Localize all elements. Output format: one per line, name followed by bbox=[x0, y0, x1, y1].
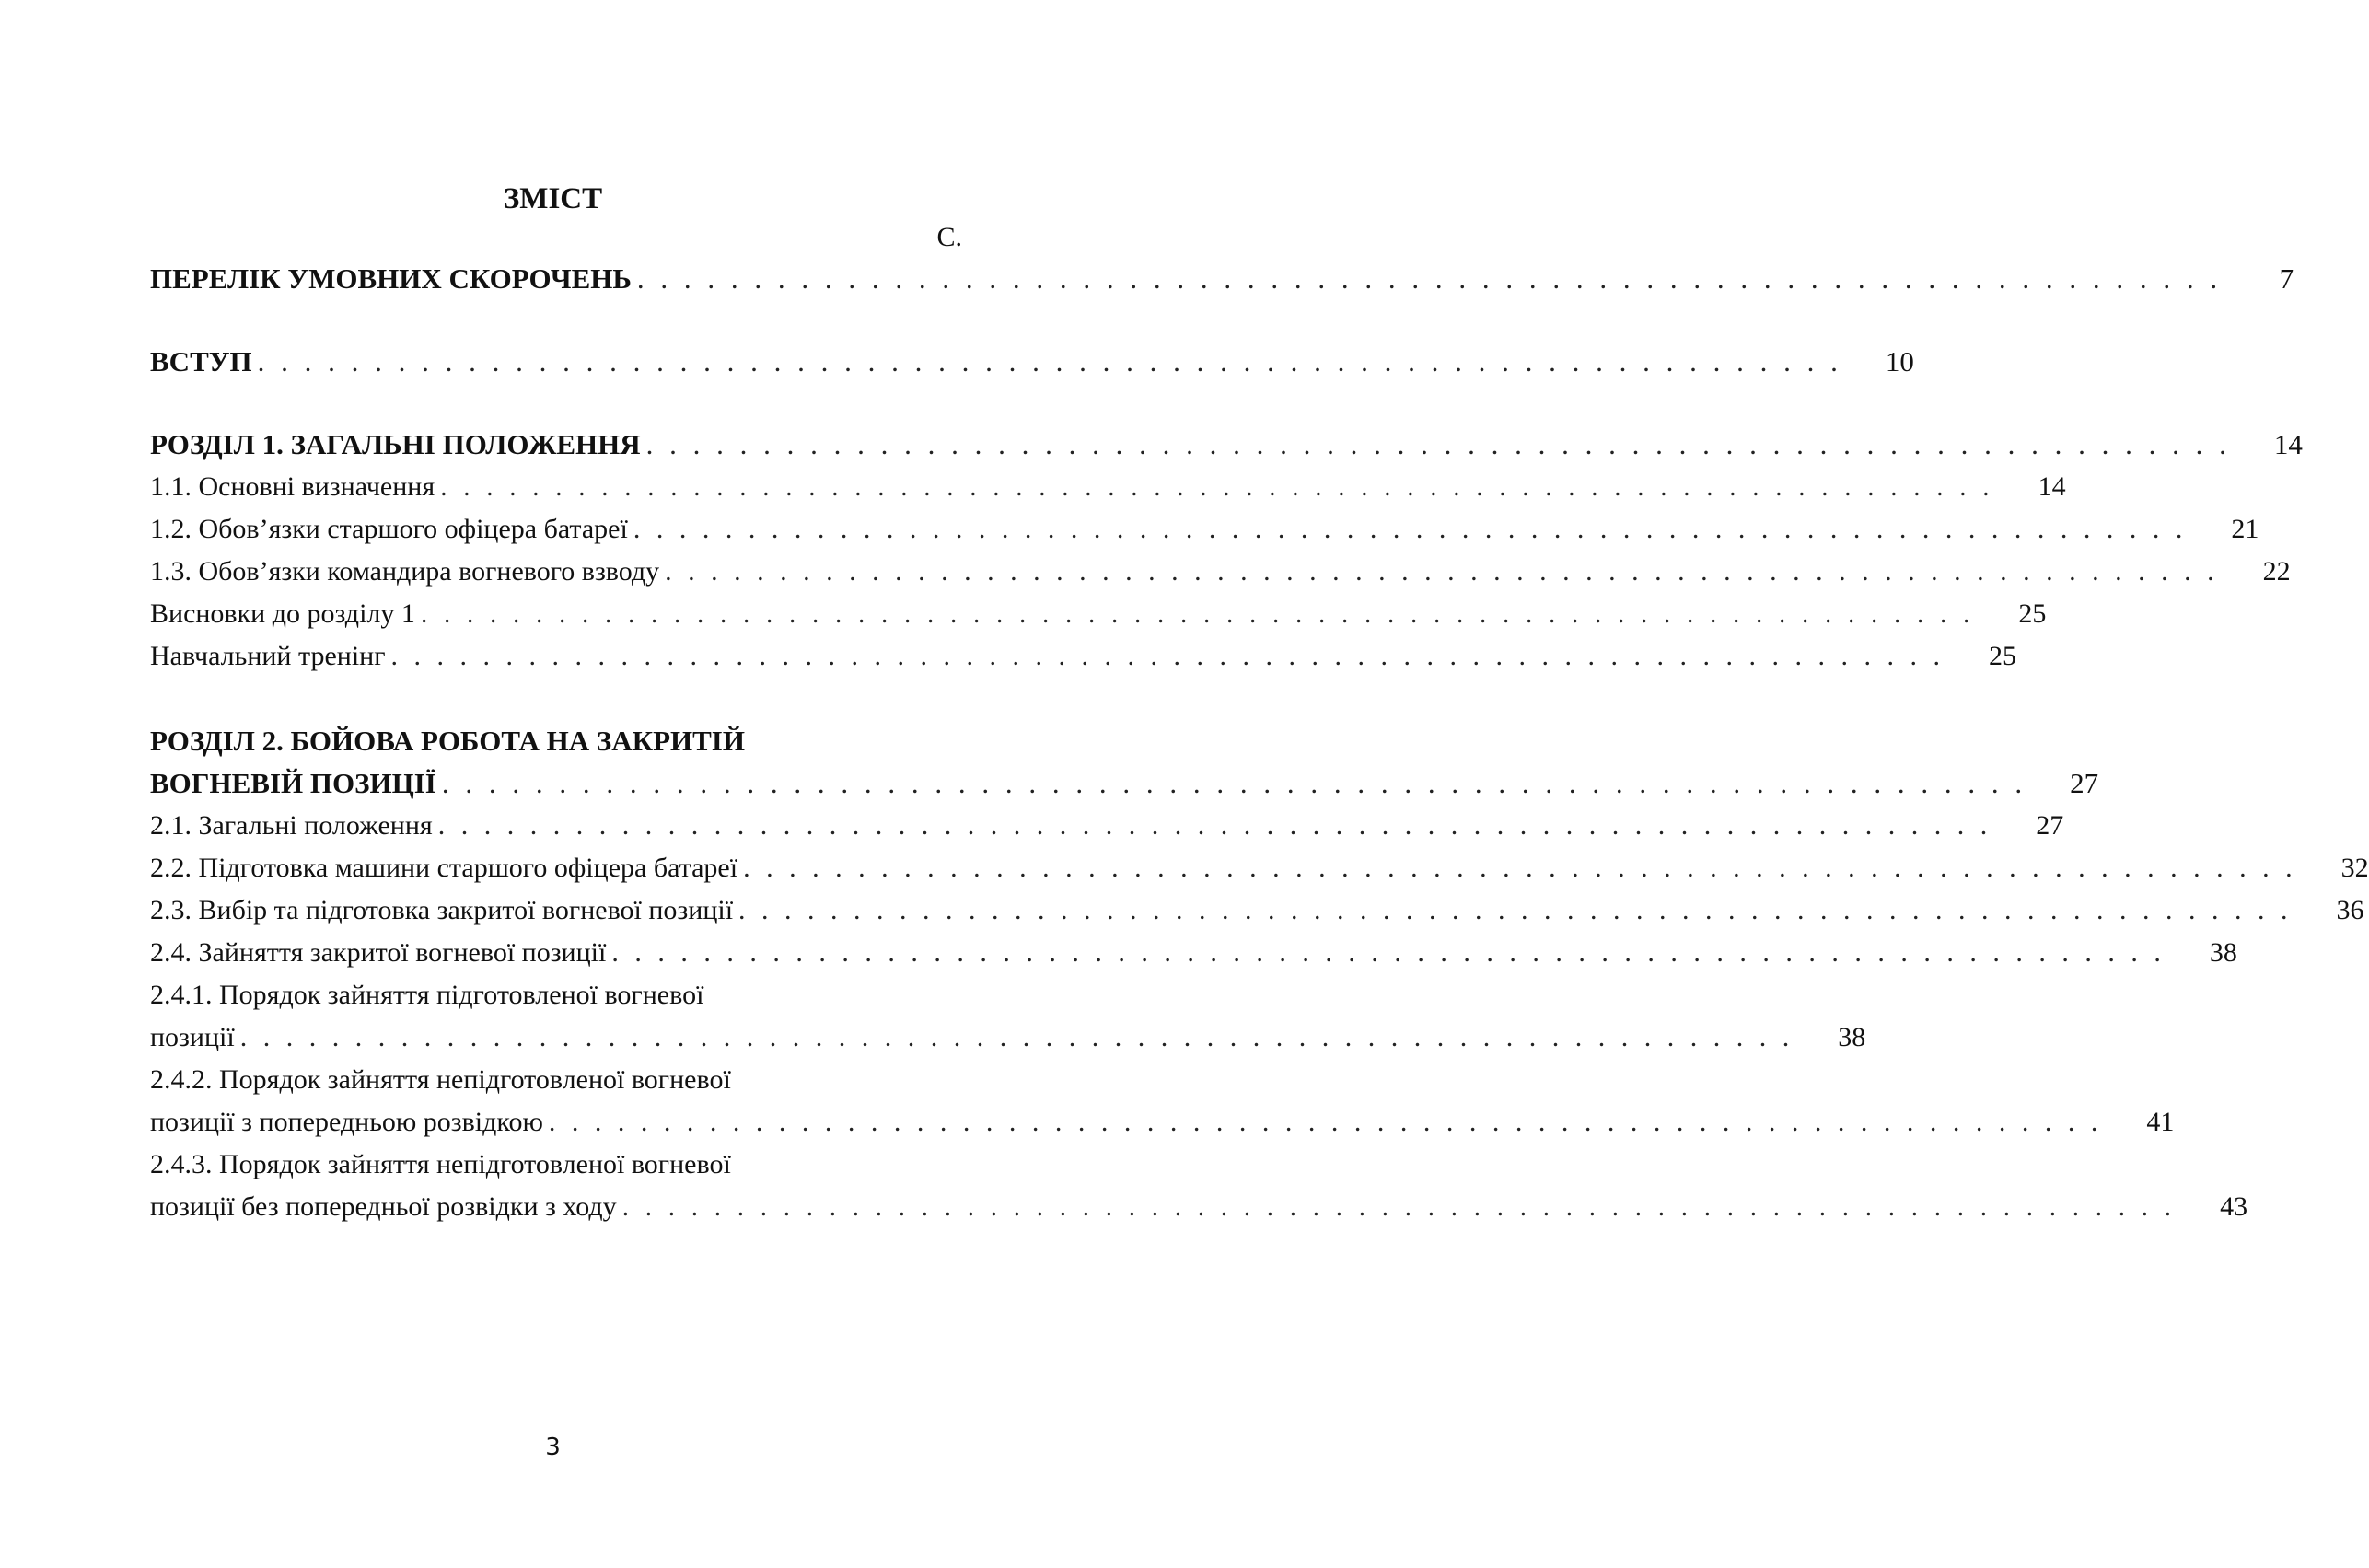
toc-page-number: 21 bbox=[2231, 514, 2259, 544]
toc-entry bbox=[150, 593, 2047, 635]
toc-page-number: 25 bbox=[1989, 641, 2017, 671]
toc-entry bbox=[150, 424, 2303, 466]
dot-leader: . . . . . . . . . . . . . . . . . . . . . . . . . . . . . . . . . . . . . . . . . . . . . . . . . . . . . . . . . . . . . . . . . . . . bbox=[636, 262, 2223, 295]
toc-page-number: 27 bbox=[2036, 810, 2064, 841]
toc-page-number: 36 bbox=[2336, 895, 2364, 925]
toc-entry bbox=[150, 466, 2066, 508]
toc-entry-text: ПЕРЕЛІК УМОВНИХ СКОРОЧЕНЬ bbox=[150, 262, 632, 295]
toc-page-number: 7 bbox=[2279, 262, 2294, 295]
toc-entry-line bbox=[150, 889, 2364, 932]
toc-entry-line bbox=[150, 1016, 1866, 1059]
toc-entry-line bbox=[150, 1059, 962, 1101]
toc-entry bbox=[150, 720, 2099, 805]
toc-entry-line bbox=[150, 1186, 2248, 1228]
dot-leader: . . . . . . . . . . . . . . . . . . . . . . . . . . . . . . . . . . . . . . . . . . . . . . . . . . . . . . . . . . . . . . . . . . . . bbox=[738, 895, 2293, 925]
toc-page-number: 14 bbox=[2273, 428, 2303, 460]
dot-leader: . . . . . . . . . . . . . . . . . . . . . . . . . . . . . . . . . . . . . . . . . . . . . . . . . . . . . . . . . . . . . . . . . . . . bbox=[257, 345, 1842, 377]
toc-entry-text: позиції bbox=[150, 1022, 235, 1052]
toc-entry bbox=[150, 889, 2364, 932]
toc-entry-line bbox=[150, 508, 2259, 551]
toc-entry-line bbox=[150, 932, 2237, 974]
toc-entry-text: 2.4. Зайняття закритої вогневої позиції bbox=[150, 937, 607, 968]
toc-entry-line bbox=[150, 593, 2047, 635]
dot-leader: . . . . . . . . . . . . . . . . . . . . . . . . . . . . . . . . . . . . . . . . . . . . . . . . . . . . . . . . . . . . . . . . . . . . bbox=[621, 1191, 2177, 1222]
toc-entry bbox=[150, 974, 1866, 1059]
toc-entry-line bbox=[150, 847, 2369, 889]
toc-page-number: 41 bbox=[2146, 1107, 2175, 1137]
toc-page-number: 10 bbox=[1885, 345, 1914, 377]
toc-entry-text: Висновки до розділу 1 bbox=[150, 598, 415, 629]
toc-entry-text: 2.4.1. Порядок зайняття підготовленої вогневої bbox=[150, 980, 704, 1010]
toc-page-number: 38 bbox=[2209, 937, 2237, 968]
toc-entry bbox=[150, 847, 2369, 889]
toc-entry-text: 2.1. Загальні положення bbox=[150, 810, 433, 841]
toc-entry-text: 2.2. Підготовка машини старшого офіцера батареї bbox=[150, 853, 738, 883]
toc-entry-text: 1.3. Обов’язки командира вогневого взводу bbox=[150, 556, 660, 587]
toc-page-number: 38 bbox=[1838, 1022, 1866, 1052]
toc-entry-text: ВОГНЕВІЙ ПОЗИЦІЇ bbox=[150, 767, 436, 799]
toc-entry bbox=[150, 258, 2294, 300]
toc-entry-text: РОЗДІЛ 1. ЗАГАЛЬНІ ПОЛОЖЕННЯ bbox=[150, 428, 641, 460]
toc-entry-line bbox=[150, 551, 2291, 593]
toc-entry-text: позиції з попередньою розвідкою bbox=[150, 1107, 543, 1137]
dot-leader: . . . . . . . . . . . . . . . . . . . . . . . . . . . . . . . . . . . . . . . . . . . . . . . . . . . . . . . . . . . . . . . . . . . . bbox=[743, 853, 2297, 883]
toc-entry bbox=[150, 551, 2291, 593]
toc-entry bbox=[150, 805, 2064, 847]
toc-entry-line bbox=[150, 341, 1914, 383]
toc-entry-line bbox=[150, 762, 2099, 805]
toc-entry-text: 2.4.3. Порядок зайняття непідготовленої вогневої bbox=[150, 1149, 731, 1179]
toc-entry-line bbox=[150, 1101, 2175, 1144]
page-number: 3 bbox=[545, 1434, 561, 1461]
toc-entry-line bbox=[150, 805, 2064, 847]
toc-entry-line bbox=[150, 974, 962, 1016]
toc-page-number: 43 bbox=[2220, 1191, 2248, 1222]
toc-entry bbox=[150, 1144, 2248, 1228]
dot-leader: . . . . . . . . . . . . . . . . . . . . . . . . . . . . . . . . . . . . . . . . . . . . . . . . . . . . . . . . . . . . . . . . . . . . bbox=[437, 810, 1992, 841]
dot-leader: . . . . . . . . . . . . . . . . . . . . . . . . . . . . . . . . . . . . . . . . . . . . . . . . . . . . . . . . . . . . . . . . . . . . bbox=[239, 1022, 1794, 1052]
toc-page-number: 22 bbox=[2262, 556, 2291, 587]
toc-entry-text: позиції без попередньої розвідки з ходу bbox=[150, 1191, 617, 1222]
toc-entry bbox=[150, 932, 2237, 974]
toc-entry-line bbox=[150, 424, 2303, 466]
toc-entry bbox=[150, 635, 2017, 678]
dot-leader: . . . . . . . . . . . . . . . . . . . . . . . . . . . . . . . . . . . . . . . . . . . . . . . . . . . . . . . . . . . . . . . . . . . . bbox=[611, 937, 2166, 968]
toc-entry-line bbox=[150, 1144, 962, 1186]
toc-entry bbox=[150, 1059, 2175, 1144]
toc-page-number: 25 bbox=[2018, 598, 2047, 629]
dot-leader: . . . . . . . . . . . . . . . . . . . . . . . . . . . . . . . . . . . . . . . . . . . . . . . . . . . . . . . . . . . . . . . . . . . . bbox=[441, 767, 2027, 799]
toc-entry-text: 1.2. Обов’язки старшого офіцера батареї bbox=[150, 514, 628, 544]
toc-entry bbox=[150, 341, 1914, 383]
toc-entry-text: 1.1. Основні визначення bbox=[150, 471, 435, 502]
toc-entry-line bbox=[150, 258, 2294, 300]
toc-entry-text: 2.3. Вибір та підготовка закритої вогневої позиції bbox=[150, 895, 734, 925]
toc-entry-line bbox=[150, 720, 962, 762]
toc-title: ЗМІСТ bbox=[503, 182, 603, 215]
page-column-label: С. bbox=[936, 222, 962, 252]
dot-leader: . . . . . . . . . . . . . . . . . . . . . . . . . . . . . . . . . . . . . . . . . . . . . . . . . . . . . . . . . . . . . . . . . . . . bbox=[420, 598, 1975, 629]
toc-entry-text: Навчальний тренінг bbox=[150, 641, 386, 671]
toc-entry-text: РОЗДІЛ 2. БОЙОВА РОБОТА НА ЗАКРИТІЙ bbox=[150, 725, 745, 757]
dot-leader: . . . . . . . . . . . . . . . . . . . . . . . . . . . . . . . . . . . . . . . . . . . . . . . . . . . . . . . . . . . . . . . . . . . . bbox=[390, 641, 1945, 671]
toc-entry-line bbox=[150, 635, 2017, 678]
dot-leader: . . . . . . . . . . . . . . . . . . . . . . . . . . . . . . . . . . . . . . . . . . . . . . . . . . . . . . . . . . . . . . . . . . . . bbox=[440, 471, 1994, 502]
toc-entry-line bbox=[150, 466, 2066, 508]
dot-leader: . . . . . . . . . . . . . . . . . . . . . . . . . . . . . . . . . . . . . . . . . . . . . . . . . . . . . . . . . . . . . . . . . . . . bbox=[645, 428, 2231, 460]
toc-entry-text: 2.4.2. Порядок зайняття непідготовленої вогневої bbox=[150, 1064, 731, 1095]
dot-leader: . . . . . . . . . . . . . . . . . . . . . . . . . . . . . . . . . . . . . . . . . . . . . . . . . . . . . . . . . . . . . . . . . . . . bbox=[548, 1107, 2103, 1137]
toc-page-number: 32 bbox=[2340, 853, 2369, 883]
dot-leader: . . . . . . . . . . . . . . . . . . . . . . . . . . . . . . . . . . . . . . . . . . . . . . . . . . . . . . . . . . . . . . . . . . . . bbox=[665, 556, 2219, 587]
dot-leader: . . . . . . . . . . . . . . . . . . . . . . . . . . . . . . . . . . . . . . . . . . . . . . . . . . . . . . . . . . . . . . . . . . . . bbox=[633, 514, 2188, 544]
table-of-contents bbox=[150, 258, 2369, 1228]
toc-entry bbox=[150, 508, 2259, 551]
toc-page-number: 27 bbox=[2070, 767, 2099, 799]
toc-entry-text: ВСТУП bbox=[150, 345, 252, 377]
toc-page-number: 14 bbox=[2038, 471, 2066, 502]
